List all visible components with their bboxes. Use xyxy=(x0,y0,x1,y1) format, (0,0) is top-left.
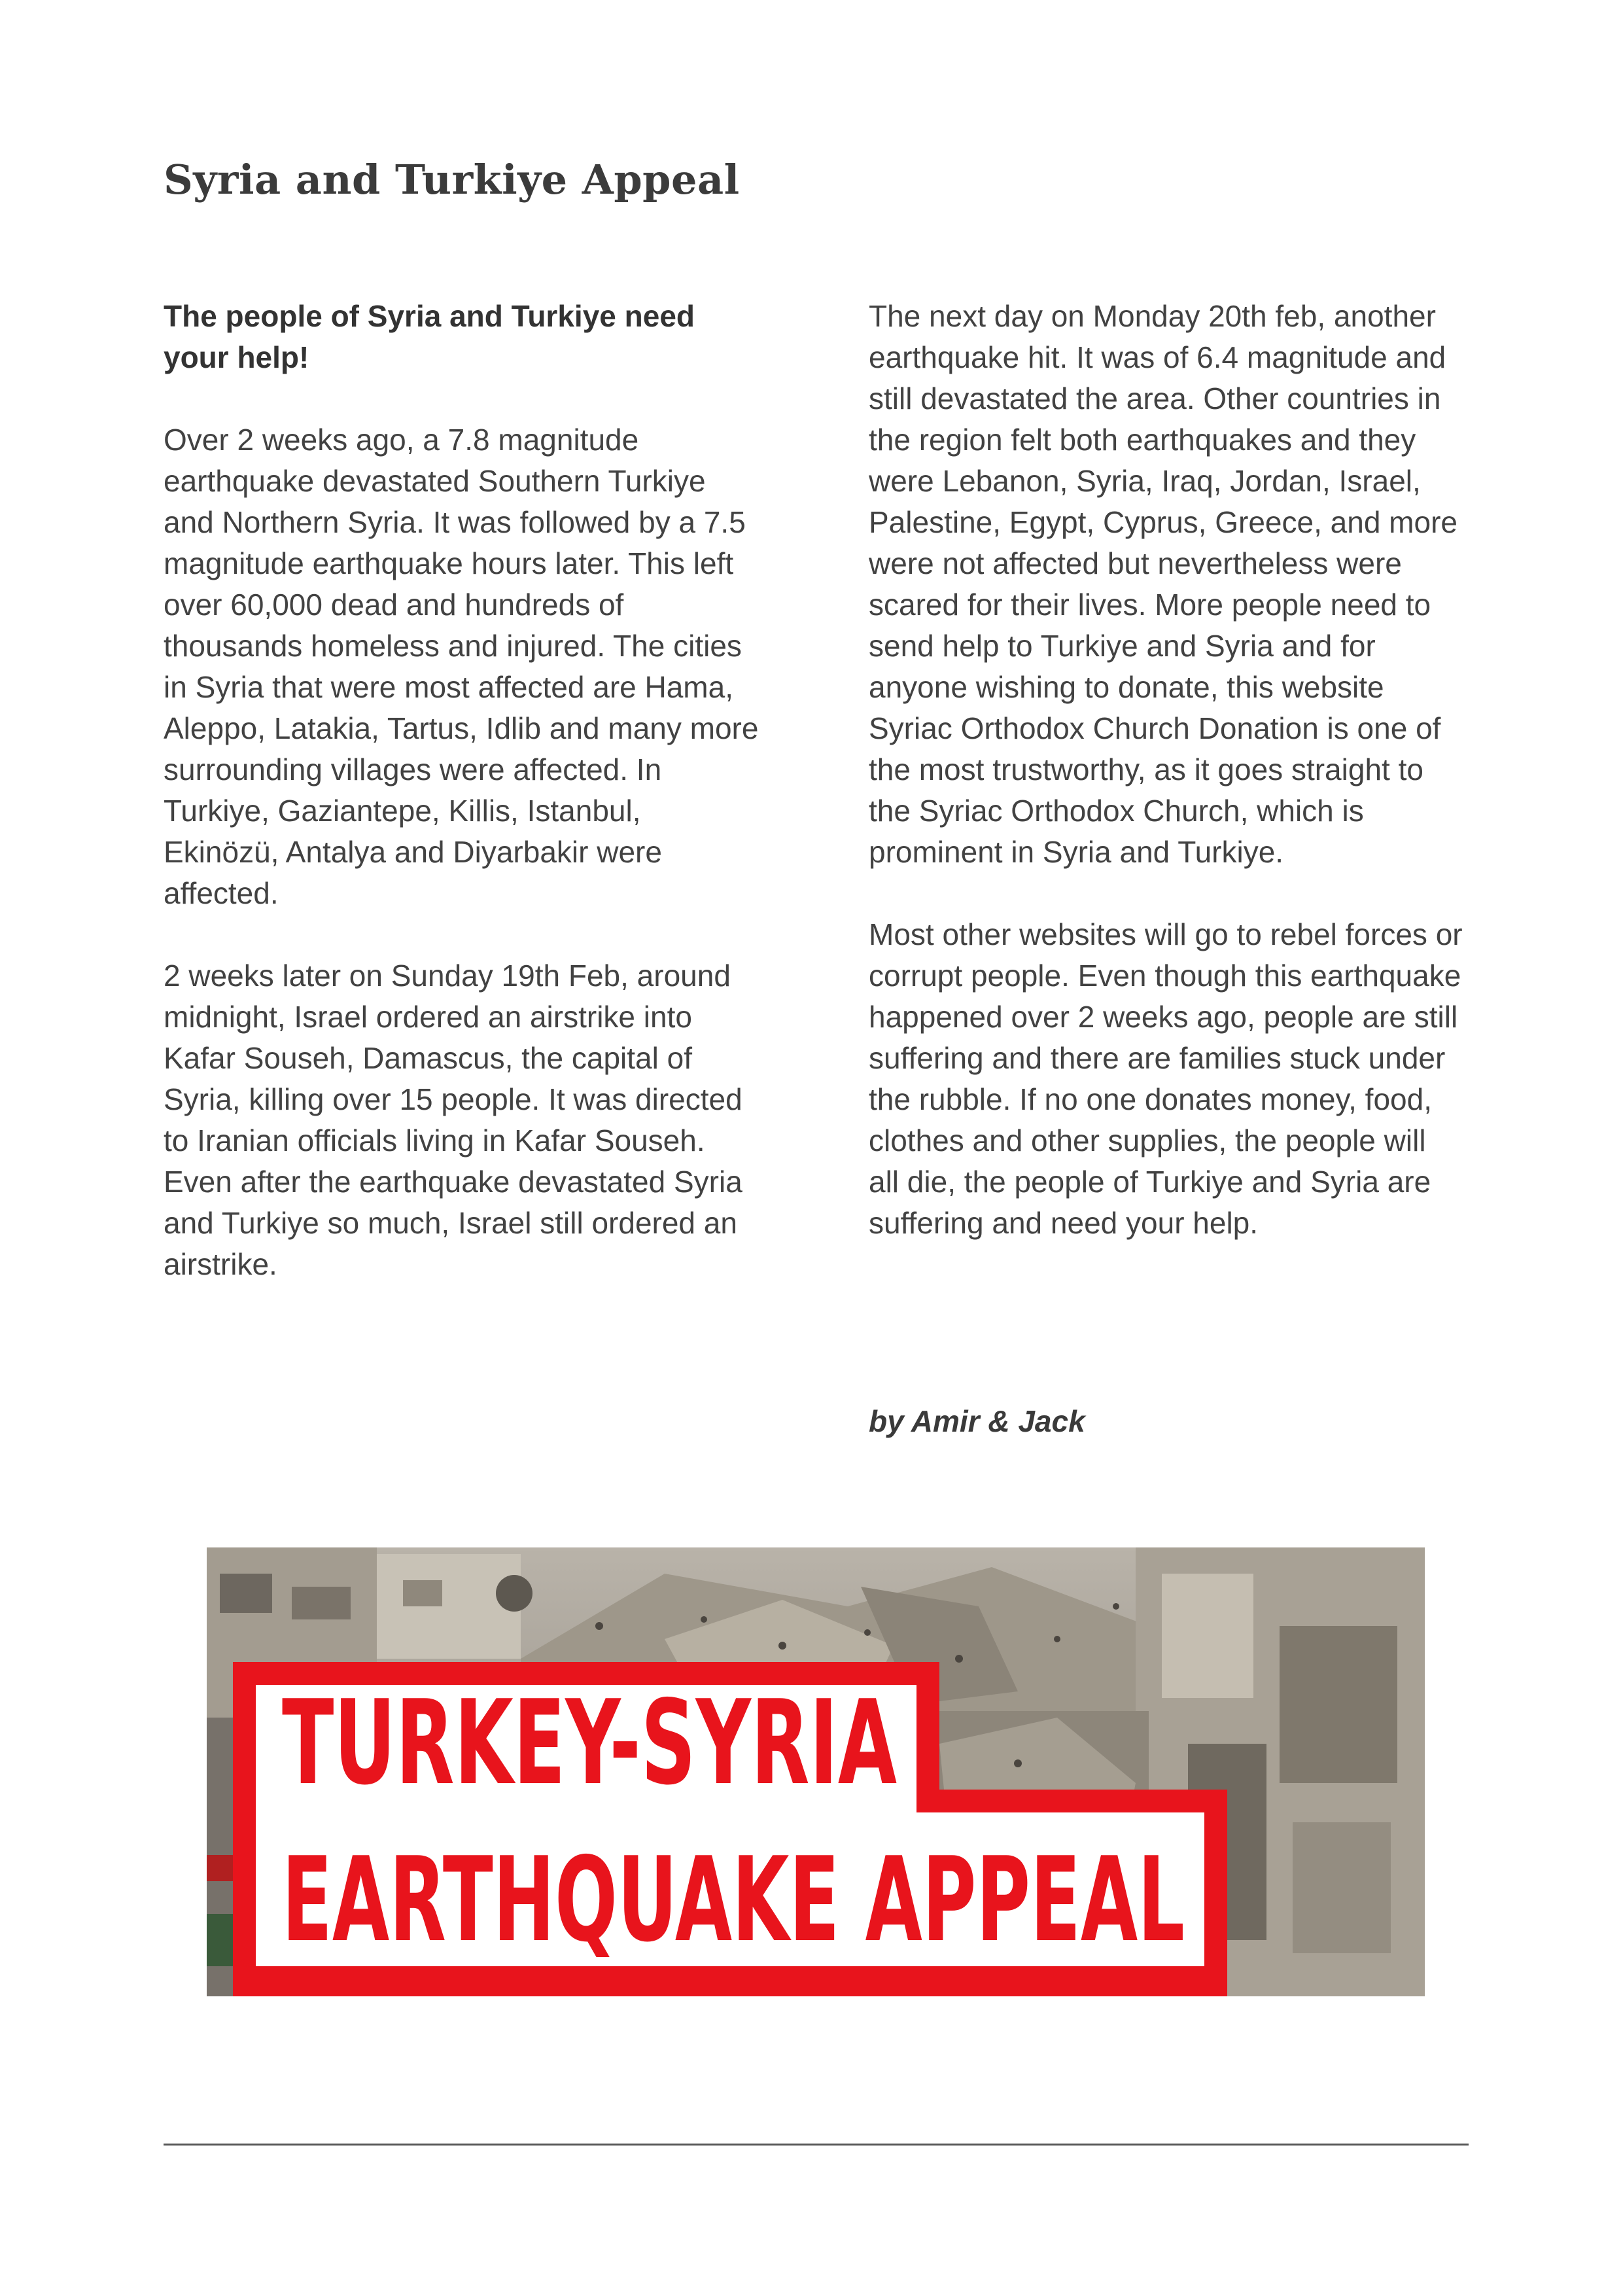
appeal-banner-image xyxy=(207,1547,1425,1996)
right-paragraph-1: The next day on Monday 20th feb, another earthquake hit. It was of 6.4 magnitude and still devastated the area. Other countries in the region felt both earthquakes and they were Lebanon, Syria, Iraq, Jordan, Israel, Palestine, Egypt, Cyprus, Greece, and more were not affected but nevertheless were scared for their lives. More people need to send help to Turkiye and Syria and for anyone wishing to donate, this website Syriac Orthodox Church Donation is one of the most trustworthy, as it goes straight to the Syriac Orthodox Church, which is prominent in Syria and Turkiye. xyxy=(869,299,1457,869)
lead-heading: The people of Syria and Turkiye need your help! xyxy=(164,299,695,374)
left-column xyxy=(164,296,759,1285)
right-column xyxy=(869,296,1464,1244)
right-paragraph-2: Most other websites will go to rebel forces or corrupt people. Even though this earthquake happened over 2 weeks ago, people are still suffering and there are families stuck under the rubble. If no one donates money, food, clothes and other supplies, the people will all die, the people of Turkiye and Syria are suffering and need your help. xyxy=(869,917,1463,1240)
banner-title-line-2: EARTHQUAKE APPEAL xyxy=(282,1832,1185,1968)
page-title: Syria and Turkiye Appeal xyxy=(164,156,740,203)
left-paragraph-2: 2 weeks later on Sunday 19th Feb, around midnight, Israel ordered an airstrike into Kafar Souseh, Damascus, the capital of Syria, killing over 15 people. It was directed to Iranian officials living in Kafar Souseh. Even after the earthquake devastated Syria and Turkiye so much, Israel still ordered an airstrike. xyxy=(164,959,742,1281)
footer-divider xyxy=(164,2144,1469,2146)
left-paragraph-1: Over 2 weeks ago, a 7.8 magnitude earthquake devastated Southern Turkiye and Northern Syria. It was followed by a 7.5 magnitude earthquake hours later. This left over 60,000 dead and hundreds of thousands homeless and injured. The cities in Syria that were most affected are Hama, Aleppo, Latakia, Tartus, Idlib and many more surrounding villages were affected. In Turkiye, Gaziantepe, Killis, Istanbul, Ekinözü, Antalya and Diyarbakir were affected. xyxy=(164,423,759,910)
rubble-photo-background xyxy=(207,1547,1425,1996)
byline: by Amir & Jack xyxy=(869,1404,1085,1438)
banner-title-line-1: TURKEY-SYRIA xyxy=(282,1675,897,1810)
